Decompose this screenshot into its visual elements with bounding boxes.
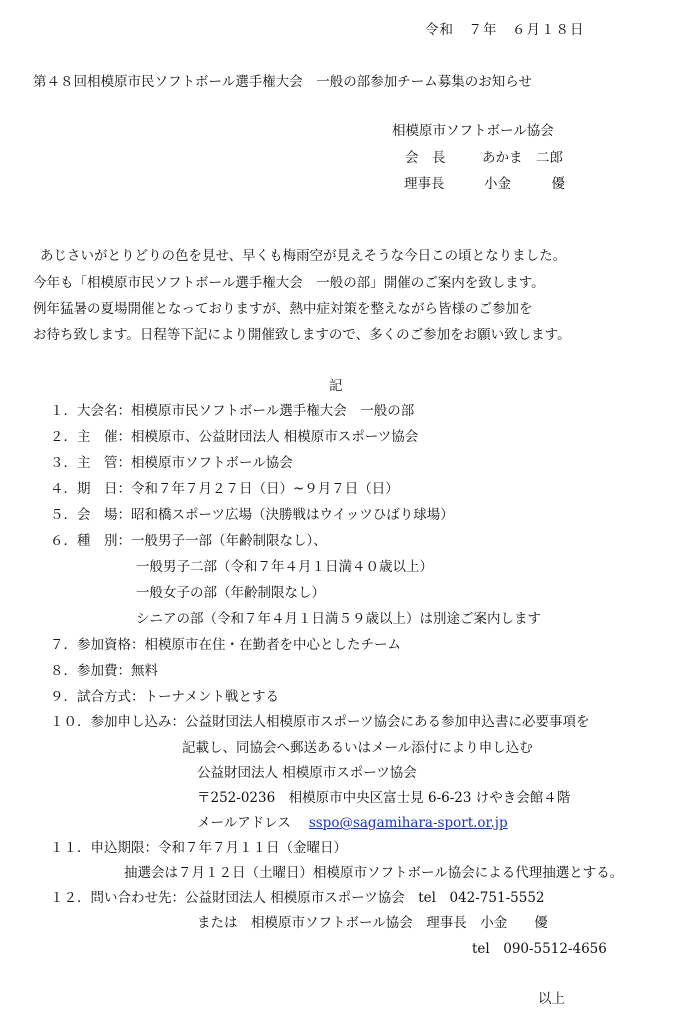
item-value: 公益財団法人 相模原市スポーツ協会 tel 042-751-5552	[185, 890, 545, 906]
item-value: 一般男子一部（年齢制限なし）、	[131, 533, 327, 549]
item-dates	[50, 480, 399, 498]
item-label: ７．参加資格：	[50, 637, 145, 653]
item-label: ６．種 別：	[50, 533, 131, 549]
item-label: １．大会名：	[50, 403, 131, 419]
document-title: 第４８回相模原市民ソフトボール選手権大会 一般の部参加チーム募集のお知らせ	[33, 74, 532, 90]
item-label: ５．会 場：	[50, 507, 131, 523]
email-label: メールアドレス	[197, 815, 291, 831]
item-value: 昭和橋スポーツ広場（決勝戦はウイッツひばり球場）	[131, 507, 454, 523]
item-tournament-name	[50, 402, 414, 420]
item-management	[50, 454, 293, 472]
category-men-2: 一般男子二部（令和７年４月１日満４０歳以上）	[136, 559, 433, 575]
application-org: 公益財団法人 相模原市スポーツ協会	[197, 765, 417, 781]
application-email-line	[197, 814, 508, 832]
item-value: 相模原市ソフトボール協会	[131, 455, 293, 471]
item-organizer	[50, 428, 418, 446]
contact-tel: tel 090-5512-4656	[472, 941, 607, 957]
email-link[interactable]: sspo@sagamihara-sport.or.jp	[308, 815, 508, 831]
item-label: ３．主 管：	[50, 455, 131, 471]
item-value: 相模原市民ソフトボール選手権大会 一般の部	[131, 403, 415, 419]
president-name: あかま 二郎	[482, 150, 563, 166]
president-role: 会 長	[405, 150, 446, 166]
item-label: ９．試合方式：	[50, 689, 145, 705]
item-label: ２．主 催：	[50, 429, 131, 445]
director-name: 小金 優	[484, 176, 565, 192]
item-format	[50, 688, 279, 706]
item-application	[50, 713, 589, 731]
contact-alt: または 相模原市ソフトボール協会 理事長 小金 優	[197, 915, 548, 931]
document-date: 令和 ７年 ６月１８日	[425, 22, 585, 38]
item-label: ８．参加費：	[50, 663, 131, 679]
application-address: 〒252-0236 相模原市中央区富士見 6-6-23 けやき会館４階	[197, 790, 571, 806]
item-value: 相模原市、公益財団法人 相模原市スポーツ協会	[131, 429, 419, 445]
item-value: 公益財団法人相模原市スポーツ協会にある参加申込書に必要事項を	[185, 714, 590, 730]
intro-line-1: あじさいがとりどりの色を見せ、早くも梅雨空が見えそうな今日この頃となりました。	[40, 248, 567, 264]
intro-line-2: 今年も「相模原市民ソフトボール選手権大会 一般の部」開催のご案内を致します。	[33, 275, 545, 291]
item-label: １０．参加申し込み：	[50, 714, 185, 730]
item-value: 無料	[131, 663, 158, 679]
category-women: 一般女子の部（年齢制限なし）	[136, 585, 325, 601]
item-categories	[50, 532, 327, 550]
intro-line-4: お待ち致します。日程等下記により開催致しますので、多くのご参加をお願い致します。	[33, 327, 571, 343]
item-value: 令和７年７月２７日（日）~９月７日（日）	[131, 481, 399, 497]
item-label: １１．申込期限：	[50, 840, 158, 856]
item-value: トーナメント戦とする	[144, 689, 279, 705]
item-label: ４．期 日：	[50, 481, 131, 497]
closing-mark: 以上	[538, 991, 565, 1007]
item-contact	[50, 889, 545, 907]
item-deadline	[50, 839, 347, 857]
sender-organization: 相模原市ソフトボール協会	[392, 123, 554, 139]
item-value: 相模原市在住・在勤者を中心としたチーム	[144, 637, 401, 653]
item-venue	[50, 506, 454, 524]
item-value: 令和７年７月１１日（金曜日）	[158, 840, 347, 856]
ki-heading: 記	[329, 378, 343, 394]
item-fee	[50, 662, 158, 680]
category-senior: シニアの部（令和７年４月１日満５９歳以上）は別途ご案内します	[136, 611, 541, 627]
application-method: 記載し、同協会へ郵送あるいはメール添付により申し込む	[182, 740, 533, 756]
director-role: 理事長	[404, 176, 445, 192]
item-eligibility	[50, 636, 401, 654]
item-label: １２．問い合わせ先：	[50, 890, 185, 906]
intro-line-3: 例年猛暑の夏場開催となっておりますが、熱中症対策を整えながら皆様のご参加を	[33, 301, 533, 317]
lottery-note: 抽選会は７月１２日（土曜日）相模原市ソフトボール協会による代理抽選とする。	[124, 865, 624, 881]
